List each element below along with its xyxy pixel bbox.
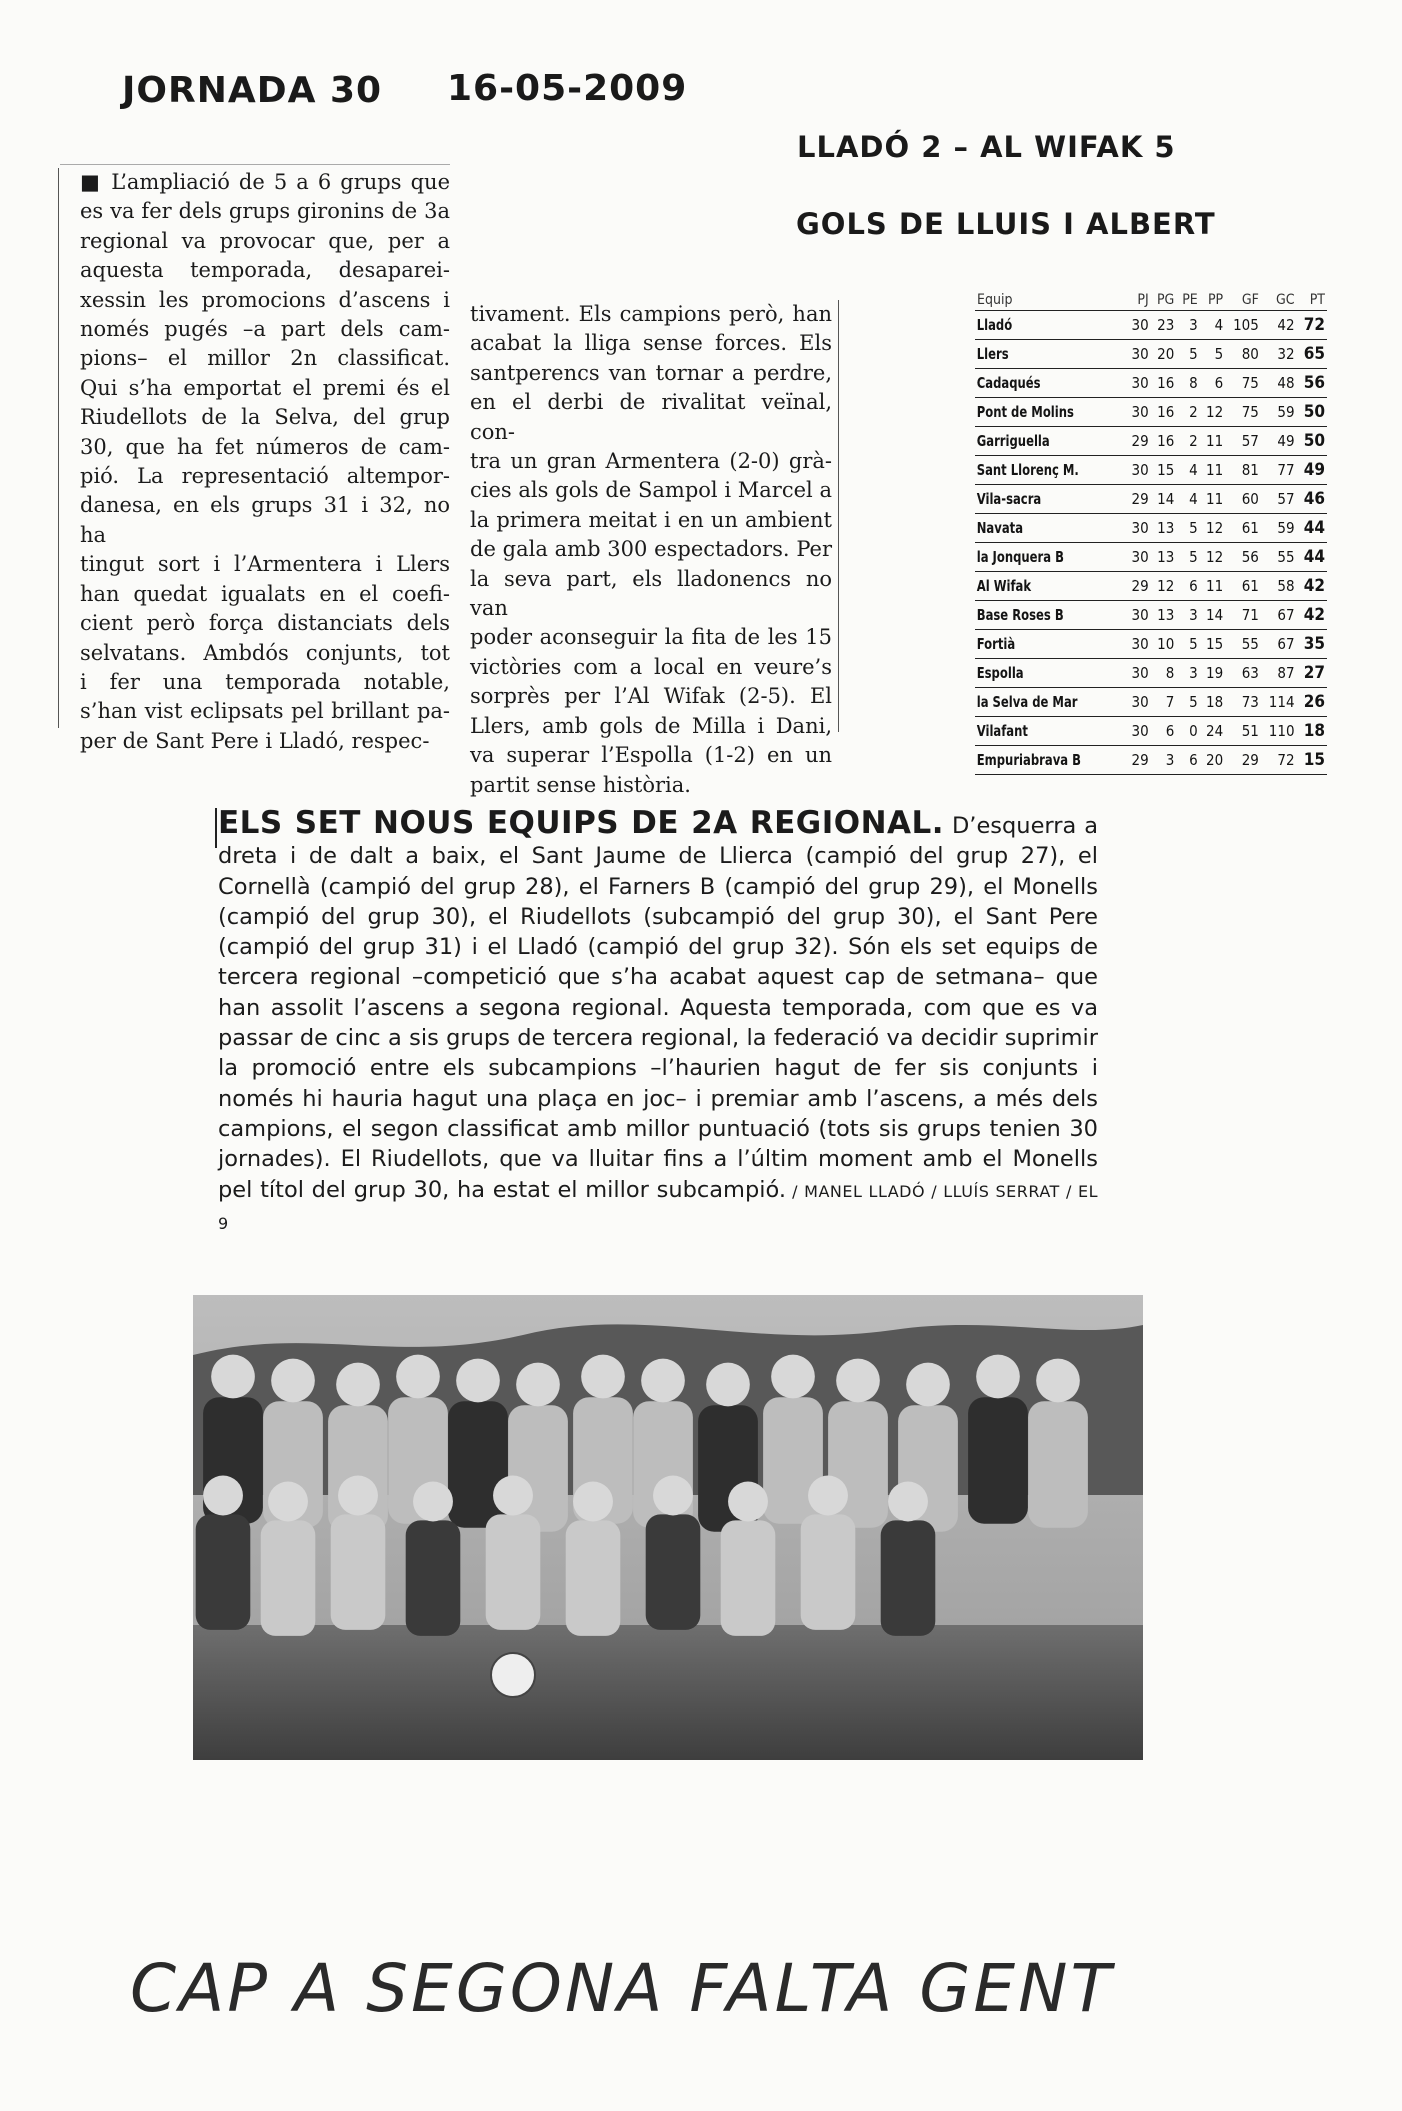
standings-header-cell: PG — [1151, 290, 1177, 311]
standings-row — [975, 659, 1327, 688]
team-name: Sant Llorenç M. — [975, 456, 1104, 485]
standings-cell: 56 — [1225, 543, 1261, 572]
jornada-heading: JORNADA 30 — [122, 70, 383, 111]
article-line: victòries com a local en veure’s — [470, 654, 832, 679]
standings-cell: 11 — [1200, 485, 1225, 514]
article-line: s’han vist eclipsats pel brillant pa- — [80, 699, 450, 724]
standings-cell: 105 — [1225, 311, 1261, 340]
standings-cell: 35 — [1297, 630, 1327, 659]
standings-header-cell: PE — [1176, 290, 1199, 311]
standings-cell: 24 — [1200, 717, 1225, 746]
clipping-edge — [60, 164, 450, 165]
standings-cell: 20 — [1200, 746, 1225, 775]
standings-header-cell: GC — [1261, 290, 1297, 311]
article-line: la primera meitat i en un ambient — [470, 507, 832, 532]
standings-cell: 59 — [1261, 514, 1297, 543]
article-line: aquesta temporada, desaparei- — [80, 258, 450, 283]
standings-cell: 114 — [1261, 688, 1297, 717]
standings-header-cell: PT — [1297, 290, 1327, 311]
standings-cell: 4 — [1200, 311, 1225, 340]
standings-cell: 13 — [1151, 601, 1177, 630]
goal-scorers: GOLS DE LLUIS I ALBERT — [796, 207, 1216, 241]
standings-cell: 3 — [1176, 659, 1199, 688]
standings-cell: 6 — [1176, 746, 1199, 775]
standings-row — [975, 688, 1327, 717]
standings-cell: 75 — [1225, 369, 1261, 398]
standings-cell: 80 — [1225, 340, 1261, 369]
standings-cell: 8 — [1151, 659, 1177, 688]
standings-cell: 44 — [1297, 514, 1327, 543]
article-line: Qui s’ha emportat el premi és el — [80, 375, 450, 400]
standings-cell: 67 — [1261, 630, 1297, 659]
standings-cell: 49 — [1261, 427, 1297, 456]
player-figure — [721, 1482, 776, 1636]
standings-cell: 23 — [1151, 311, 1177, 340]
standings-cell: 27 — [1297, 659, 1327, 688]
standings-cell: 77 — [1261, 456, 1297, 485]
standings-cell: 2 — [1176, 398, 1199, 427]
standings-cell: 65 — [1297, 340, 1327, 369]
player-figure — [406, 1482, 461, 1636]
standings-cell: 14 — [1200, 601, 1225, 630]
standings-row — [975, 427, 1327, 456]
article-line: selvatans. Ambdós conjunts, tot — [80, 640, 450, 665]
article-line: pions– el millor 2n classificat. — [80, 346, 450, 371]
standings-cell: 48 — [1261, 369, 1297, 398]
team-name: Cadaqués — [975, 369, 1104, 398]
team-name: Llers — [975, 340, 1104, 369]
standings-cell: 60 — [1225, 485, 1261, 514]
standings-row — [975, 311, 1327, 340]
standings-cell: 26 — [1297, 688, 1327, 717]
team-photo — [193, 1295, 1143, 1760]
standings-cell: 59 — [1261, 398, 1297, 427]
standings-header-cell: PP — [1200, 290, 1225, 311]
article-line: només pugés –a part dels cam- — [80, 317, 450, 342]
standings-cell: 3 — [1176, 601, 1199, 630]
standings-cell: 50 — [1297, 427, 1327, 456]
caption-lead: ELS SET NOUS EQUIPS DE 2A REGIONAL. — [218, 805, 945, 841]
standings-cell: 3 — [1151, 746, 1177, 775]
article-line: xessin les promocions d’ascens i — [80, 287, 450, 312]
standings-cell: 16 — [1151, 398, 1177, 427]
standings-cell: 72 — [1297, 311, 1327, 340]
date-heading: 16-05-2009 — [447, 68, 688, 109]
standings-header-cell: Equip — [975, 290, 1125, 311]
team-photo-image — [193, 1295, 1143, 1760]
standings-cell: 5 — [1176, 514, 1199, 543]
standings-row — [975, 514, 1327, 543]
standings-cell: 30 — [1125, 398, 1150, 427]
article-line: cies als gols de Sampol i Marcel a — [470, 478, 832, 503]
standings-cell: 29 — [1225, 746, 1261, 775]
standings-cell: 19 — [1200, 659, 1225, 688]
standings-cell: 3 — [1176, 311, 1199, 340]
column-rule — [838, 300, 839, 732]
standings-cell: 8 — [1176, 369, 1199, 398]
standings-cell: 10 — [1151, 630, 1177, 659]
standings-cell: 4 — [1176, 485, 1199, 514]
column-rule — [58, 168, 59, 728]
article-line: danesa, en els grups 31 i 32, no ha — [80, 493, 450, 547]
player-figure — [1028, 1359, 1088, 1528]
standings-cell: 5 — [1176, 543, 1199, 572]
standings-cell: 16 — [1151, 427, 1177, 456]
caption-body: D’esquerra a dreta i de dalt a baix, el Sant Jaume de Llierca (campió del grup 27), el Cornellà (campió del grup 28), el Farners B (campió del grup 29), el Monells (campió del grup 30), el Riudellots (subcampió del grup 30), el Sant Pere (campió del grup 31) i el Lladó (campió del grup 32). Són els set equips de tercera regional –competició que s’ha acabat aquest cap de setmana– que han assolit l’ascens a segona regional. Aquesta temporada, com que es va passar de cinc a sis grups de tercera regional, la federació va decidir suprimir la promoció entre els subcampions –l’haurien hagut de fer sis conjunts i només hi hauria hagut una plaça en joc– i premiar amb l’ascens, a més dels campions, el segon classificat amb millor puntuació (tots sis grups tenien 30 jornades). El Riudellots, que va lluitar fins a l’últim moment amb el Monells pel títol del grup 30, ha estat el millor subcampió. — [218, 813, 1098, 1203]
standings-row — [975, 456, 1327, 485]
article-line: han quedat igualats en el coefi- — [80, 581, 450, 606]
standings-cell: 12 — [1200, 514, 1225, 543]
standings-cell: 30 — [1125, 340, 1150, 369]
caption-credit: / MANEL LLADÓ / LLUÍS SERRAT / EL 9 — [218, 1181, 1098, 1233]
article-line: Llers, amb gols de Milla i Dani, — [470, 713, 832, 738]
standings-cell: 12 — [1200, 398, 1225, 427]
standings-cell: 5 — [1176, 630, 1199, 659]
standings-cell: 87 — [1261, 659, 1297, 688]
standings-cell: 4 — [1176, 456, 1199, 485]
standings-cell: 15 — [1200, 630, 1225, 659]
standings-cell: 16 — [1151, 369, 1177, 398]
player-figure — [801, 1476, 856, 1630]
standings-cell: 30 — [1125, 543, 1150, 572]
standings-row — [975, 717, 1327, 746]
standings-cell: 30 — [1125, 659, 1150, 688]
team-name: Base Roses B — [975, 601, 1104, 630]
team-name: Fortià — [975, 630, 1104, 659]
article-line: de gala amb 300 espectadors. Per — [470, 537, 832, 562]
standings-cell: 13 — [1151, 543, 1177, 572]
team-name: Pont de Molins — [975, 398, 1104, 427]
standings-cell: 13 — [1151, 514, 1177, 543]
article-line: va superar l’Espolla (1-2) en un — [470, 743, 832, 768]
article-column-1 — [80, 168, 450, 756]
standings-cell: 61 — [1225, 514, 1261, 543]
player-figure — [646, 1476, 701, 1630]
standings-cell: 55 — [1225, 630, 1261, 659]
standings-cell: 30 — [1125, 369, 1150, 398]
article-line: sorprès per l’Al Wifak (2-5). El — [470, 684, 832, 709]
standings-cell: 2 — [1176, 427, 1199, 456]
team-name: Empuriabrava B — [975, 746, 1104, 775]
team-name: Al Wifak — [975, 572, 1104, 601]
standings-cell: 5 — [1176, 688, 1199, 717]
article-line: regional va provocar que, per a — [80, 228, 450, 253]
standings-cell: 30 — [1125, 514, 1150, 543]
article-line: partit sense història. — [470, 772, 691, 797]
standings-cell: 30 — [1125, 456, 1150, 485]
standings-cell: 57 — [1225, 427, 1261, 456]
standings-cell: 110 — [1261, 717, 1297, 746]
standings-cell: 67 — [1261, 601, 1297, 630]
standings-row — [975, 746, 1327, 775]
standings-cell: 18 — [1297, 717, 1327, 746]
standings-row — [975, 340, 1327, 369]
standings-cell: 30 — [1125, 601, 1150, 630]
standings-cell: 73 — [1225, 688, 1261, 717]
standings-row — [975, 572, 1327, 601]
standings-cell: 5 — [1176, 340, 1199, 369]
standings-cell: 6 — [1151, 717, 1177, 746]
team-name: Garriguella — [975, 427, 1104, 456]
handwritten-slogan: CAP A SEGONA FALTA GENT — [130, 1950, 1114, 2027]
standings-cell: 11 — [1200, 572, 1225, 601]
team-name: Vila-sacra — [975, 485, 1104, 514]
standings-cell: 61 — [1225, 572, 1261, 601]
article-line: tivament. Els campions però, han — [470, 302, 832, 326]
article-line: i fer una temporada notable, — [80, 669, 450, 694]
standings-cell: 15 — [1151, 456, 1177, 485]
standings-cell: 32 — [1261, 340, 1297, 369]
player-figure — [261, 1482, 316, 1636]
standings-cell: 12 — [1200, 543, 1225, 572]
standings-cell: 0 — [1176, 717, 1199, 746]
team-name: Espolla — [975, 659, 1104, 688]
article-line: per de Sant Pere i Lladó, respec- — [80, 728, 430, 753]
article-line: cient però força distanciats dels — [80, 611, 450, 636]
standings-cell: 11 — [1200, 427, 1225, 456]
team-name: Navata — [975, 514, 1104, 543]
article-line: 30, que ha fet números de cam- — [80, 434, 450, 459]
standings-cell: 72 — [1261, 746, 1297, 775]
standings-cell: 42 — [1261, 311, 1297, 340]
caption-marker — [215, 808, 217, 848]
standings-cell: 42 — [1297, 572, 1327, 601]
article-line: poder aconseguir la fita de les 15 — [470, 625, 832, 650]
article-line: tra un gran Armentera (2-0) grà- — [470, 449, 832, 474]
standings-cell: 11 — [1200, 456, 1225, 485]
standings-cell: 42 — [1297, 601, 1327, 630]
photo-caption — [218, 805, 1098, 1239]
article-line: ■ L’ampliació de 5 a 6 grups que — [80, 170, 450, 194]
article-line: pió. La representació altempor- — [80, 464, 450, 489]
standings-cell: 71 — [1225, 601, 1261, 630]
standings-header-cell: GF — [1225, 290, 1261, 311]
standings-cell: 29 — [1125, 485, 1150, 514]
standings-header-row — [975, 290, 1327, 311]
standings-cell: 49 — [1297, 456, 1327, 485]
standings-cell: 30 — [1125, 717, 1150, 746]
standings-cell: 29 — [1125, 746, 1150, 775]
standings-cell: 57 — [1261, 485, 1297, 514]
standings-cell: 55 — [1261, 543, 1297, 572]
standings-cell: 5 — [1200, 340, 1225, 369]
team-name: la Jonquera B — [975, 543, 1104, 572]
standings-cell: 75 — [1225, 398, 1261, 427]
standings-cell: 51 — [1225, 717, 1261, 746]
player-figure — [331, 1476, 386, 1630]
article-line: Riudellots de la Selva, del grup — [80, 405, 450, 430]
player-figure — [968, 1355, 1028, 1524]
article-line: santperencs van tornar a perdre, — [470, 360, 832, 385]
article-line: acabat la lliga sense forces. Els — [470, 331, 832, 356]
standings-cell: 63 — [1225, 659, 1261, 688]
standings-cell: 20 — [1151, 340, 1177, 369]
article-line: la seva part, els lladonencs no van — [470, 566, 832, 621]
standings-cell: 15 — [1297, 746, 1327, 775]
match-score: LLADÓ 2 – AL WIFAK 5 — [797, 130, 1176, 164]
standings-cell: 50 — [1297, 398, 1327, 427]
team-name: Vilafant — [975, 717, 1104, 746]
standings-cell: 18 — [1200, 688, 1225, 717]
standings-cell: 30 — [1125, 630, 1150, 659]
standings-cell: 58 — [1261, 572, 1297, 601]
standings-cell: 56 — [1297, 369, 1327, 398]
standings-row — [975, 398, 1327, 427]
standings-cell: 6 — [1176, 572, 1199, 601]
article-line: tingut sort i l’Armentera i Llers — [80, 552, 450, 577]
standings-row — [975, 369, 1327, 398]
standings-cell: 12 — [1151, 572, 1177, 601]
team-name: Lladó — [975, 311, 1104, 340]
standings-cell: 29 — [1125, 427, 1150, 456]
standings-row — [975, 630, 1327, 659]
standings-row — [975, 485, 1327, 514]
article-line: es va fer dels grups gironins de 3a — [80, 199, 450, 224]
standings-table — [975, 290, 1327, 775]
standings-cell: 46 — [1297, 485, 1327, 514]
article-column-2 — [470, 300, 832, 800]
standings-cell: 29 — [1125, 572, 1150, 601]
standings-cell: 81 — [1225, 456, 1261, 485]
player-figure — [881, 1482, 936, 1636]
standings-cell: 30 — [1125, 688, 1150, 717]
player-figure — [486, 1476, 541, 1630]
article-line: en el derbi de rivalitat veïnal, con- — [470, 390, 832, 444]
standings-header-cell: PJ — [1125, 290, 1150, 311]
standings-cell: 30 — [1125, 311, 1150, 340]
standings-cell: 6 — [1200, 369, 1225, 398]
standings-cell: 7 — [1151, 688, 1177, 717]
standings-row — [975, 543, 1327, 572]
player-figure — [566, 1482, 621, 1636]
team-name: la Selva de Mar — [975, 688, 1104, 717]
player-figure — [196, 1476, 251, 1630]
standings-row — [975, 601, 1327, 630]
standings-cell: 44 — [1297, 543, 1327, 572]
standings-cell: 14 — [1151, 485, 1177, 514]
